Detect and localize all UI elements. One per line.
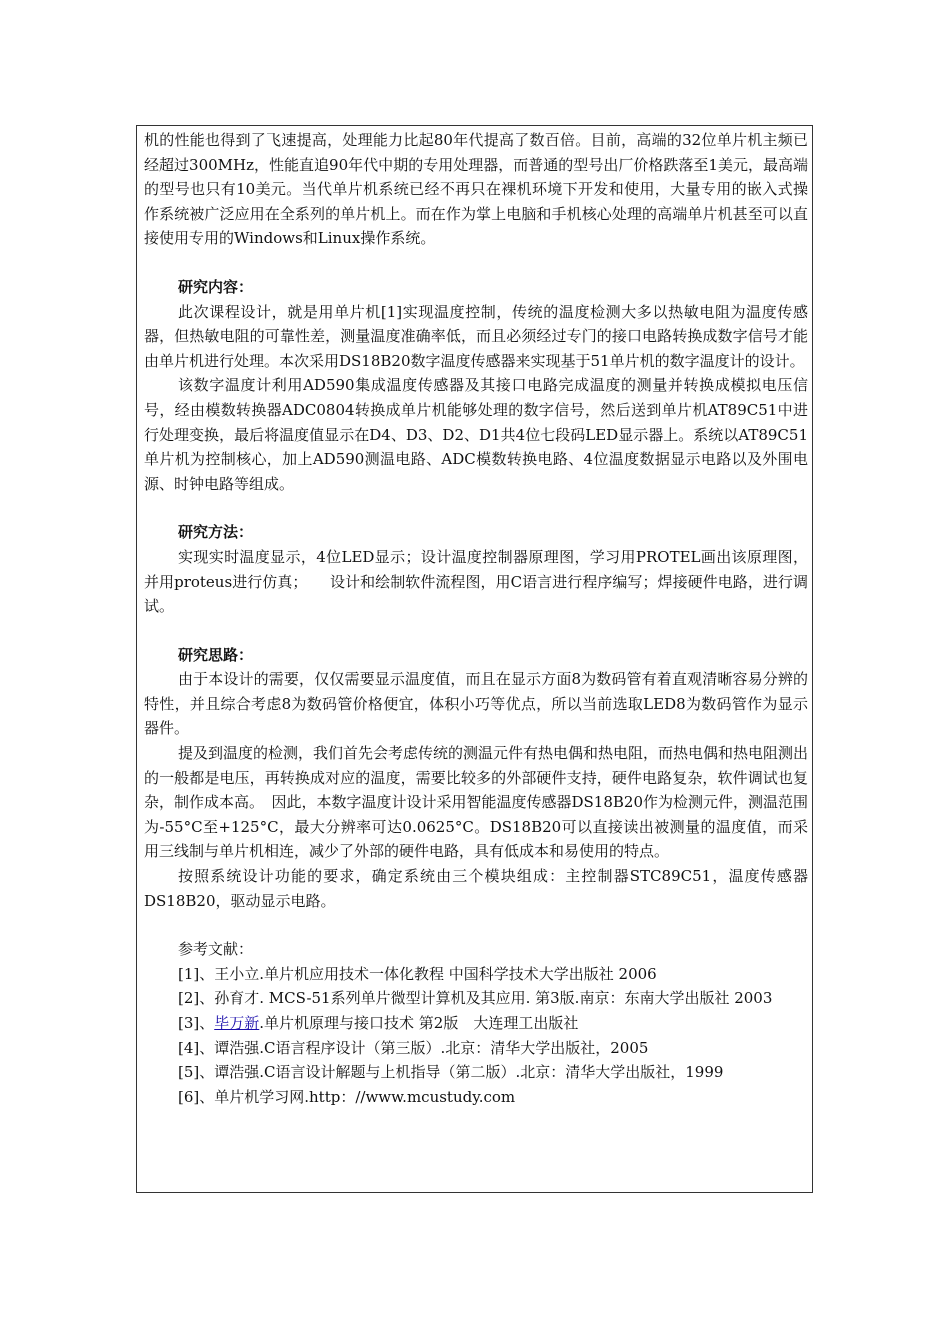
research-approach-paragraph-2: 提及到温度的检测，我们首先会考虑传统的测温元件有热电偶和热电阻，而热电偶和热电阻测出的一般都是电压，再转换成对应的温度，需要比较多的外部硬件支持，硬件电路复杂，软件调试也复杂，制作成本高。 因此，本数字温度计设计采用智能温度传感器DS18B20作为检测元件，测温范围为-55°C至+125°C，最大分辨率可达0.0625°C。DS18B20可以直接读出被测量的温度值，而采用三线制与单片机相连，减少了外部的硬件电路，具有低成本和易使用的特点。: [144, 744, 809, 861]
reference-item-5: [5]、谭浩强.C语言设计解题与上机指导（第二版）.北京：清华大学出版社，1999: [178, 1063, 724, 1082]
reference-item-2: [2]、孙育才. MCS-51系列单片微型计算机及其应用. 第3版.南京：东南大学出版社 2003: [178, 989, 773, 1008]
research-content-paragraph-1: 此次课程设计，就是用单片机[1]实现温度控制，传统的温度检测大多以热敏电阻为温度传感器，但热敏电阻的可靠性差，测量温度准确率低，而且必须经过专门的接口电路转换成数字信号才能由单片机进行处理。本次采用DS18B20数字温度传感器来实现基于51单片机的数字温度计的设计。: [144, 302, 808, 370]
research-content-paragraph-2: 该数字温度计利用AD590集成温度传感器及其接口电路完成温度的测量并转换成模拟电压信号，经由模数转换器ADC0804转换成单片机能够处理的数字信号，然后送到单片机AT89C51中进行处理变换，最后将温度值显示在D4、D3、D2、D1共4位七段码LED显示器上。系统以AT89C51单片机为控制核心，加上AD590测温电路、ADC模数转换电路、4位温度数据显示电路以及外围电源、时钟电路等组成。: [144, 376, 808, 493]
reference-item-3: [144, 1011, 808, 1036]
reference-item-3-prefix: [3]、: [178, 1014, 215, 1032]
research-content-heading: 研究内容：: [178, 277, 254, 296]
research-approach-paragraph-3: 按照系统设计功能的要求，确定系统由三个模块组成：主控制器STC89C51，温度传感器DS18B20，驱动显示电路。: [144, 867, 808, 910]
intro-paragraph: 机的性能也得到了飞速提高，处理能力比起80年代提高了数百倍。目前，高端的32位单片机主频已经超过300MHz，性能直追90年代中期的专用处理器，而普通的型号出厂价格跌落至1美元，最高端的型号也只有10美元。当代单片机系统已经不再只在裸机环境下开发和使用，大量专用的嵌入式操作系统被广泛应用在全系列的单片机上。而在作为掌上电脑和手机核心处理的高端单片机甚至可以直接使用专用的Windows和Linux操作系统。: [144, 131, 808, 248]
document-body: [144, 128, 808, 1109]
reference-item-4: [4]、谭浩强.C语言程序设计（第三版）.北京：清华大学出版社，2005: [178, 1038, 649, 1057]
reference-item-1: [1]、王小立.单片机应用技术一体化教程 中国科学技术大学出版社 2006: [178, 964, 657, 983]
reference-item-3-suffix: .单片机原理与接口技术 第2版 大连理工出版社: [259, 1014, 579, 1032]
reference-item-6: [6]、单片机学习网.http：//www.mcustudy.com: [178, 1087, 516, 1106]
research-approach-paragraph-1: 由于本设计的需要，仅仅需要显示温度值，而且在显示方面8为数码管有着直观清晰容易分辨的特性，并且综合考虑8为数码管价格便宜，体积小巧等优点，所以当前选取LED8为数码管作为显示器件。: [144, 670, 808, 738]
author-link[interactable]: 毕万新: [214, 1014, 260, 1032]
research-method-heading: 研究方法：: [178, 523, 254, 542]
research-method-paragraph-1: 实现实时温度显示，4位LED显示；设计温度控制器原理图，学习用PROTEL画出该原理图，并用proteus进行仿真； 设计和绘制软件流程图，用C语言进行程序编写；焊接硬件电路，进行调试。: [144, 547, 808, 616]
references-heading: 参考文献：: [178, 940, 254, 959]
research-approach-heading: 研究思路：: [178, 645, 254, 664]
